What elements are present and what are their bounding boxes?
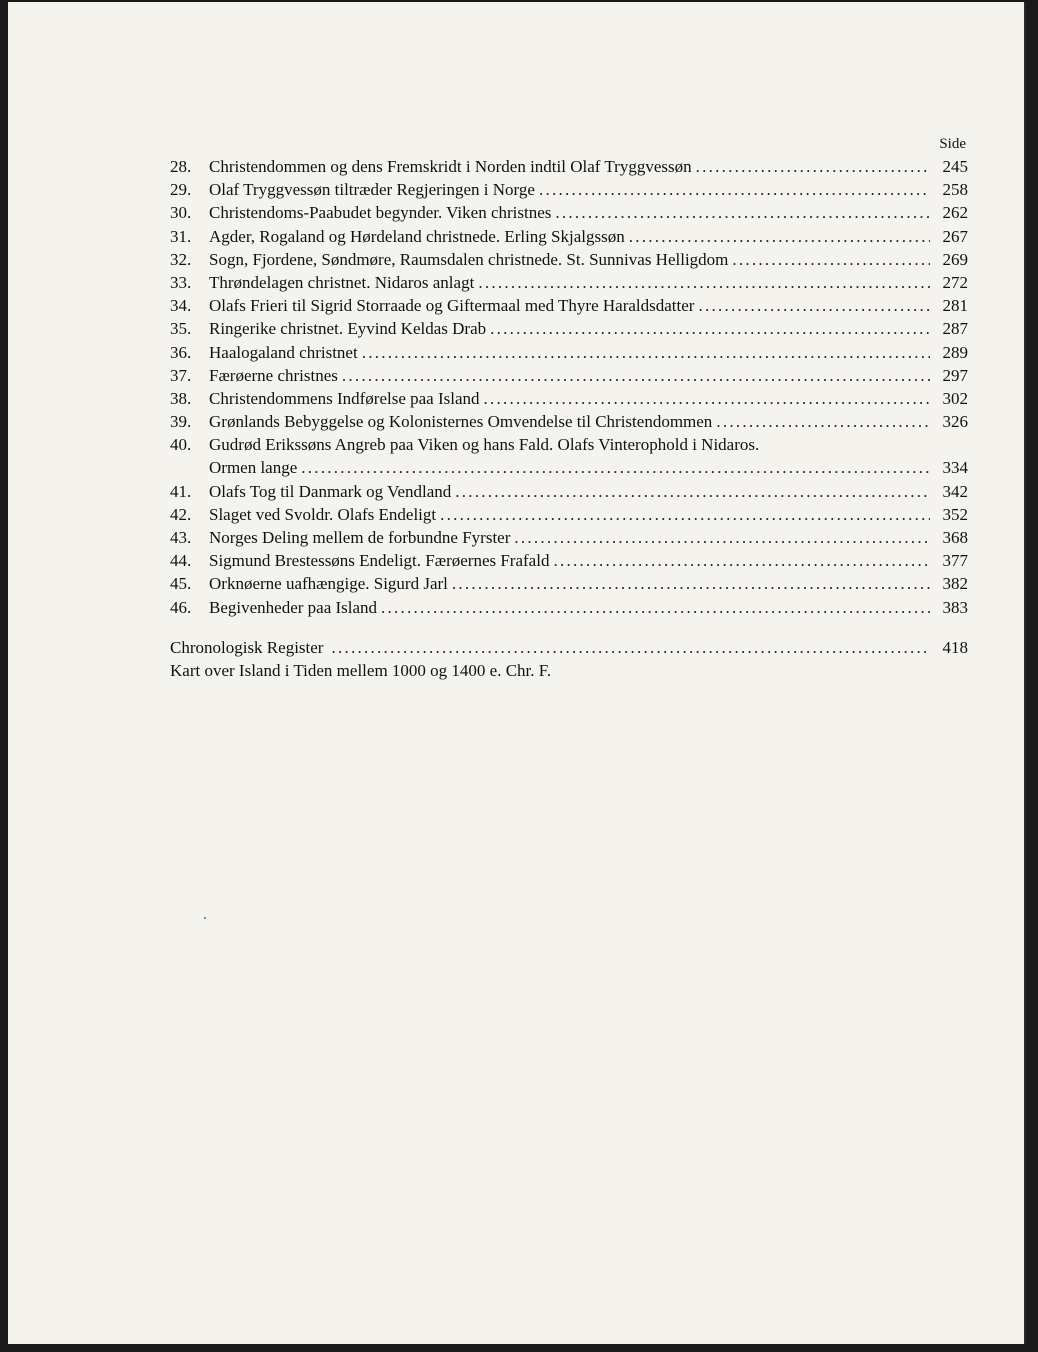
toc-entry	[170, 201, 968, 224]
toc-entry	[170, 410, 968, 433]
dot-leader	[732, 248, 930, 271]
entry-title-continued: Ormen lange	[209, 458, 298, 478]
dot-leader	[555, 201, 930, 224]
toc-entry-continuation	[170, 456, 968, 479]
entry-number: 43.	[170, 528, 192, 547]
page-column-header: Side	[939, 136, 966, 152]
entry-title: Haalogaland christnet	[209, 342, 358, 362]
entry-number: 41.	[170, 481, 192, 501]
dot-leader	[539, 178, 930, 201]
toc-entry	[170, 387, 968, 410]
register-title: Chronologisk Register	[170, 637, 324, 657]
entry-title: Færøerne christnes	[209, 365, 338, 385]
entry-number: 44.	[170, 551, 192, 571]
entry-number: 45.	[170, 574, 192, 594]
entry-number: 33.	[170, 272, 192, 292]
entry-title: Sogn, Fjordene, Søndmøre, Raumsdalen christnede. St. Sunnivas Helligdom	[209, 249, 729, 269]
entry-title: Gudrød Erikssøns Angreb paa Viken og hans Fald. Olafs Vinterophold i Nidaros.	[209, 435, 760, 455]
toc-entry	[170, 526, 968, 549]
entry-page: 287	[942, 319, 968, 339]
map-entry	[170, 659, 968, 682]
entry-title: Christendoms-Paabudet begynder. Viken christnes	[209, 203, 552, 223]
entry-page: 289	[942, 342, 968, 362]
entry-number: 32.	[170, 249, 192, 269]
dot-leader	[553, 549, 930, 572]
entry-page: 342	[942, 481, 968, 501]
entry-number: 31.	[170, 226, 192, 246]
entry-number: 35.	[170, 319, 192, 339]
dot-leader	[342, 364, 930, 387]
entry-number: 37.	[170, 365, 192, 385]
entry-page: 258	[942, 180, 968, 200]
entry-number: 46.	[170, 597, 192, 617]
entry-page: 281	[942, 296, 968, 316]
entry-number: 30.	[170, 203, 192, 223]
entry-number: 29.	[170, 180, 192, 200]
dot-leader	[331, 636, 930, 659]
entry-title: Sigmund Brestessøns Endeligt. Færøernes Frafald	[209, 551, 550, 571]
entry-page: 245	[942, 157, 968, 176]
dot-leader	[696, 155, 930, 178]
dot-leader	[362, 341, 930, 364]
toc-entry	[170, 503, 968, 526]
entry-page: 267	[942, 226, 968, 246]
register-entry	[170, 636, 968, 659]
dot-leader	[698, 294, 930, 317]
dot-leader	[490, 317, 930, 340]
toc-entry	[170, 364, 968, 387]
entry-title: Slaget ved Svoldr. Olafs Endeligt	[209, 504, 437, 524]
toc-entry	[170, 155, 968, 178]
entry-number: 39.	[170, 412, 192, 432]
entry-title: Begivenheder paa Island	[209, 597, 378, 617]
entry-title: Norges Deling mellem de forbundne Fyrster	[209, 528, 511, 547]
entry-title: Grønlands Bebyggelse og Kolonisternes Omvendelse til Christendommen	[209, 412, 713, 432]
entry-page: 272	[942, 272, 968, 292]
entry-page: 352	[942, 504, 968, 524]
dot-leader	[716, 410, 930, 433]
entry-title: Christendommen og dens Fremskridt i Norden indtil Olaf Tryggvessøn	[209, 157, 692, 176]
entry-title: Agder, Rogaland og Hørdeland christnede. Erling Skjalgssøn	[209, 226, 625, 246]
entry-title: Olaf Tryggvessøn tiltræder Regjeringen i Norge	[209, 180, 535, 200]
toc-entry	[170, 294, 968, 317]
paper-speck	[204, 917, 206, 919]
toc-entry	[170, 549, 968, 572]
toc-entry	[170, 341, 968, 364]
dot-leader	[301, 456, 930, 479]
entry-page: 377	[942, 551, 968, 571]
entry-number: 42.	[170, 504, 192, 524]
entry-number: 38.	[170, 388, 192, 408]
entry-title: Thrøndelagen christnet. Nidaros anlagt	[209, 272, 475, 292]
entry-title: Ringerike christnet. Eyvind Keldas Drab	[209, 319, 487, 339]
entry-number: 36.	[170, 342, 192, 362]
entry-title: Olafs Frieri til Sigrid Storraade og Giftermaal med Thyre Haraldsdatter	[209, 296, 695, 316]
toc-entry	[170, 178, 968, 201]
dot-leader	[455, 480, 930, 503]
toc-entry	[170, 248, 968, 271]
entry-page: 297	[942, 365, 968, 385]
register-page: 418	[942, 637, 968, 657]
document-page	[8, 2, 1026, 1344]
toc-entry	[170, 572, 968, 595]
entry-number: 28.	[170, 157, 192, 176]
entry-page: 334	[942, 458, 968, 478]
entry-page: 302	[942, 388, 968, 408]
dot-leader	[514, 526, 930, 549]
map-title: Kart over Island i Tiden mellem 1000 og 1400 e. Chr. F.	[170, 660, 552, 680]
entry-number: 40.	[170, 435, 192, 455]
dot-leader	[629, 225, 930, 248]
entry-page: 382	[942, 574, 968, 594]
toc-entry	[170, 596, 968, 619]
entry-title: Olafs Tog til Danmark og Vendland	[209, 481, 452, 501]
toc-entry	[170, 480, 968, 503]
toc-entry	[170, 225, 968, 248]
entry-title: Orknøerne uafhængige. Sigurd Jarl	[209, 574, 448, 594]
toc-entry	[170, 271, 968, 294]
table-of-contents	[170, 133, 968, 682]
entry-number: 34.	[170, 296, 192, 316]
entry-page: 269	[942, 249, 968, 269]
entry-page: 383	[942, 597, 968, 617]
entry-title: Christendommens Indførelse paa Island	[209, 388, 480, 408]
dot-leader	[484, 387, 930, 410]
dot-leader	[452, 572, 930, 595]
dot-leader	[440, 503, 930, 526]
dot-leader	[478, 271, 930, 294]
entry-page: 262	[942, 203, 968, 223]
toc-entry	[170, 433, 968, 456]
entry-page: 368	[942, 528, 968, 547]
dot-leader	[381, 596, 930, 619]
toc-entry	[170, 317, 968, 340]
section-spacer	[170, 619, 968, 636]
entry-page: 326	[942, 412, 968, 432]
